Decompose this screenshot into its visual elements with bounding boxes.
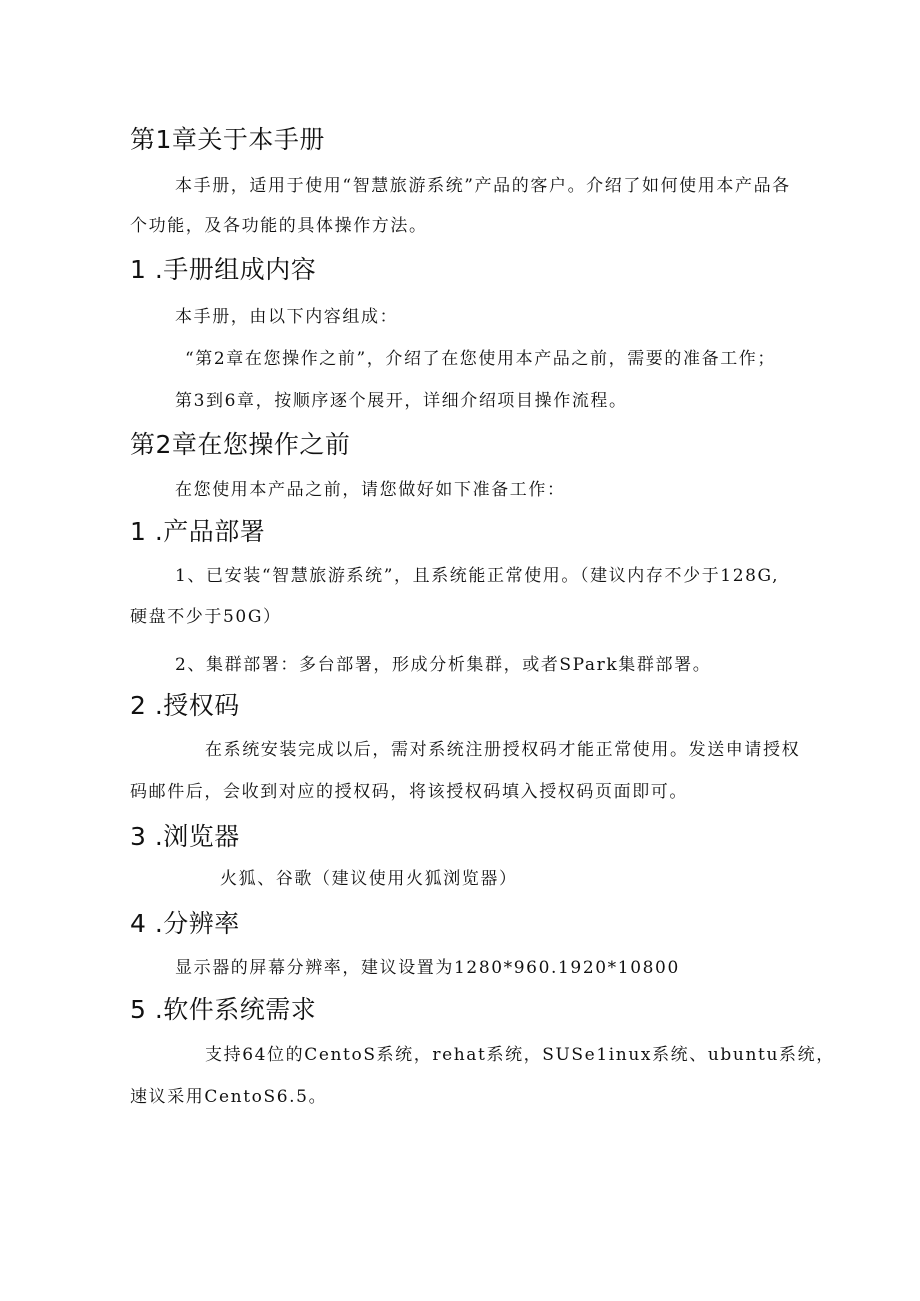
chapter1-title: 第1章关于本手册 [130, 125, 325, 154]
license-line2: 码邮件后，会收到对应的授权码，将该授权码填入授权码页面即可。 [130, 782, 688, 802]
browser-line1: 火狐、谷歌（建议使用火狐浏览器） [220, 869, 518, 889]
chapter2-title: 第2章在您操作之前 [130, 430, 351, 459]
chapter1-intro-line2: 个功能，及各功能的具体操作方法。 [130, 216, 428, 236]
deployment-item2: 2、集群部署：多台部署，形成分析集群，或者SPark集群部署。 [175, 655, 712, 675]
manual-contents-line2: “第2章在您操作之前”，介绍了在您使用本产品之前，需要的准备工作； [185, 349, 776, 369]
section-browser-title: 3 .浏览器 [130, 822, 240, 851]
software-line2: 速议采用CentoS6.5。 [130, 1087, 328, 1107]
software-line1: 支持64位的CentoS系统，rehat系统，SUSe1inux系统、ubuntu系统， [205, 1045, 835, 1065]
section-resolution-title: 4 .分辨率 [130, 909, 240, 938]
resolution-line1: 显示器的屏幕分辨率，建议设置为1280*960.1920*10800 [175, 958, 680, 978]
deployment-item1-line2: 硬盘不少于50G） [130, 607, 282, 627]
section-software-title: 5 .软件系统需求 [130, 995, 317, 1024]
deployment-item1-line1: 1、已安装“智慧旅游系统”，且系统能正常使用。（建议内存不少于128G, [175, 566, 780, 586]
chapter2-intro: 在您使用本产品之前，请您做好如下准备工作： [175, 480, 566, 500]
chapter1-intro-line1: 本手册，适用于使用“智慧旅游系统”产品的客户。介绍了如何使用本产品各 [175, 176, 791, 196]
manual-contents-line1: 本手册，由以下内容组成： [175, 307, 399, 327]
section-license-title: 2 .授权码 [130, 691, 240, 720]
license-line1: 在系统安装完成以后，需对系统注册授权码才能正常使用。发送申请授权 [205, 740, 801, 760]
section-deployment-title: 1 .产品部署 [130, 517, 266, 546]
manual-contents-line3: 第3到6章，按顺序逐个展开，详细介绍项目操作流程。 [175, 391, 628, 411]
section-manual-contents-title: 1 .手册组成内容 [130, 255, 317, 284]
